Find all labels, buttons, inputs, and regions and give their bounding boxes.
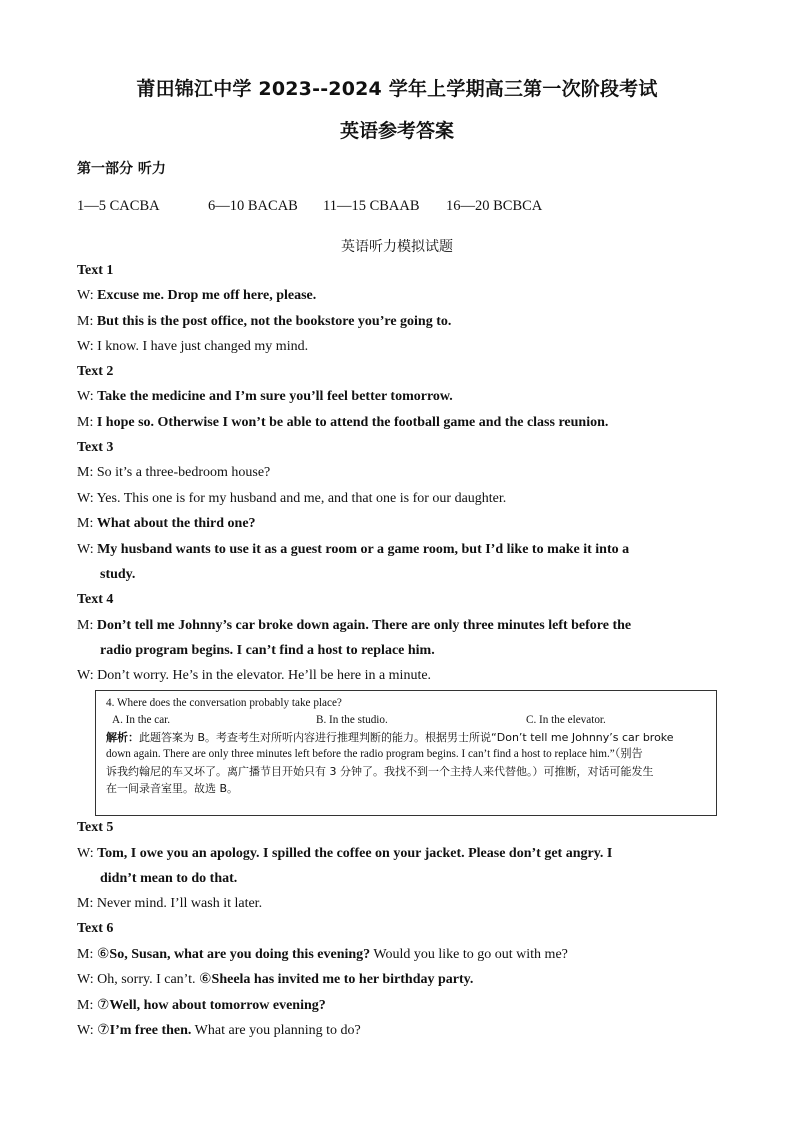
analysis-line-3: 诉我约翰尼的车又坏了。离广播节目开始只有 3 分钟了。我找不到一个主持人来代替他。）可推断，对话可能发生	[106, 765, 654, 778]
options-row	[106, 712, 706, 729]
answer-group-3: 11—15 CBAAB	[323, 198, 420, 214]
dialogue-line	[77, 667, 719, 685]
dialogue-line	[77, 541, 719, 559]
speaker: W:	[77, 491, 94, 506]
dialogue-line	[77, 946, 719, 964]
utterance-continuation: didn’t mean to do that.	[100, 871, 238, 886]
speaker: W:	[77, 339, 94, 354]
speaker: W:	[77, 668, 94, 683]
exam-title: 莆田锦江中学 2023--2024 学年上学期高三第一次阶段考试	[136, 78, 658, 100]
dialogue-line	[77, 287, 719, 305]
utterance: Sheela has invited me to her birthday party.	[211, 972, 474, 987]
speaker: M:	[77, 415, 94, 430]
dialogue-line	[77, 313, 719, 331]
answer-group-2: 6—10 BACAB	[208, 198, 298, 214]
text-label: Text 6	[77, 921, 114, 936]
section-heading-listening: 第一部分 听力	[77, 161, 166, 177]
dialogue-line	[77, 464, 719, 482]
dialogue-line	[77, 971, 719, 989]
speaker: W:	[77, 972, 94, 987]
dialogue-line	[77, 997, 719, 1015]
utterance: Don’t worry. He’s in the elevator. He’ll be here in a minute.	[97, 668, 432, 683]
utterance: I hope so. Otherwise I won’t be able to attend the football game and the class reunion.	[96, 415, 609, 430]
utterance-continuation: study.	[100, 567, 136, 582]
speaker: M:	[77, 465, 94, 480]
dialogue-line	[77, 1022, 719, 1040]
speaker: W:	[77, 1023, 94, 1038]
text-label: Text 3	[77, 440, 114, 455]
utterance: Take the medicine and I’m sure you’ll feel better tomorrow.	[97, 389, 453, 404]
utterance: Yes. This one is for my husband and me, and that one is for our daughter.	[96, 491, 507, 506]
text-label: Text 2	[77, 364, 114, 379]
speaker: M:	[77, 998, 94, 1013]
analysis-line-2: down again. There are only three minutes left before the radio program begins. I can’t find a host to replace him.”（别告	[106, 748, 643, 760]
utterance-rest: What are you planning to do?	[191, 1023, 361, 1038]
utterance: But this is the post office, not the bookstore you’re going to.	[96, 314, 452, 329]
analysis-label: 解析：	[106, 731, 139, 744]
utterance: Never mind. I’ll wash it later.	[96, 896, 263, 911]
utterance: I know. I have just changed my mind.	[97, 339, 309, 354]
dialogue-line	[77, 895, 719, 913]
speaker: W:	[77, 846, 94, 861]
option-c: C. In the elevator.	[526, 714, 606, 726]
text-label: Text 1	[77, 263, 114, 278]
option-b: B. In the studio.	[316, 714, 388, 726]
answer-group-4: 16—20 BCBCA	[446, 198, 543, 214]
listening-title: 英语听力模拟试题	[341, 239, 453, 255]
option-a: A. In the car.	[112, 714, 171, 726]
dialogue-line	[77, 338, 719, 356]
circled-number-marker: ⑥	[96, 947, 110, 962]
utterance: My husband wants to use it as a guest room or a game room, but I’d like to make it into a	[97, 542, 630, 557]
circled-number-marker: ⑥	[198, 972, 212, 987]
analysis-line-4: 在一间录音室里。故选 B。	[106, 782, 239, 795]
speaker: M:	[77, 516, 94, 531]
speaker: M:	[77, 314, 94, 329]
analysis-line-1: 解析：此题答案为 B。考查考生对所听内容进行推理判断的能力。根据男士所说“Don’t tell me Johnny’s car broke	[106, 731, 674, 744]
circled-number-marker: ⑦	[96, 998, 110, 1013]
dialogue-line	[77, 845, 719, 863]
dialogue-line	[77, 388, 719, 406]
circled-number-marker: ⑦	[97, 1023, 110, 1038]
utterance: Well, how about tomorrow evening?	[109, 998, 326, 1013]
question-text: 4. Where does the conversation probably take place?	[106, 697, 342, 709]
speaker: M:	[77, 947, 94, 962]
speaker: W:	[77, 288, 94, 303]
utterance: Don’t tell me Johnny’s car broke down again. There are only three minutes left before the	[96, 618, 632, 633]
utterance-pre: Oh, sorry. I can’t.	[97, 972, 199, 987]
dialogue-line	[77, 414, 719, 432]
utterance: Tom, I owe you an apology. I spilled the coffee on your jacket. Please don’t get angry. I	[97, 846, 613, 861]
utterance: So it’s a three-bedroom house?	[96, 465, 271, 480]
exam-subtitle: 英语参考答案	[339, 120, 454, 142]
speaker: W:	[77, 389, 94, 404]
utterance-continuation: radio program begins. I can’t find a host to replace him.	[100, 643, 435, 658]
answer-group-1: 1—5 CACBA	[77, 198, 160, 214]
utterance: What about the third one?	[96, 516, 256, 531]
speaker: M:	[77, 618, 94, 633]
utterance-rest: Would you like to go out with me?	[370, 947, 568, 962]
dialogue-line	[77, 490, 719, 508]
speaker: W:	[77, 542, 94, 557]
speaker: M:	[77, 896, 94, 911]
text-label: Text 5	[77, 820, 114, 835]
utterance: Excuse me. Drop me off here, please.	[97, 288, 317, 303]
question-analysis-box	[95, 690, 717, 816]
utterance: I’m free then.	[109, 1023, 192, 1038]
text-label: Text 4	[77, 592, 114, 607]
dialogue-line	[77, 515, 719, 533]
dialogue-line	[77, 617, 719, 635]
utterance: So, Susan, what are you doing this evening?	[109, 947, 371, 962]
